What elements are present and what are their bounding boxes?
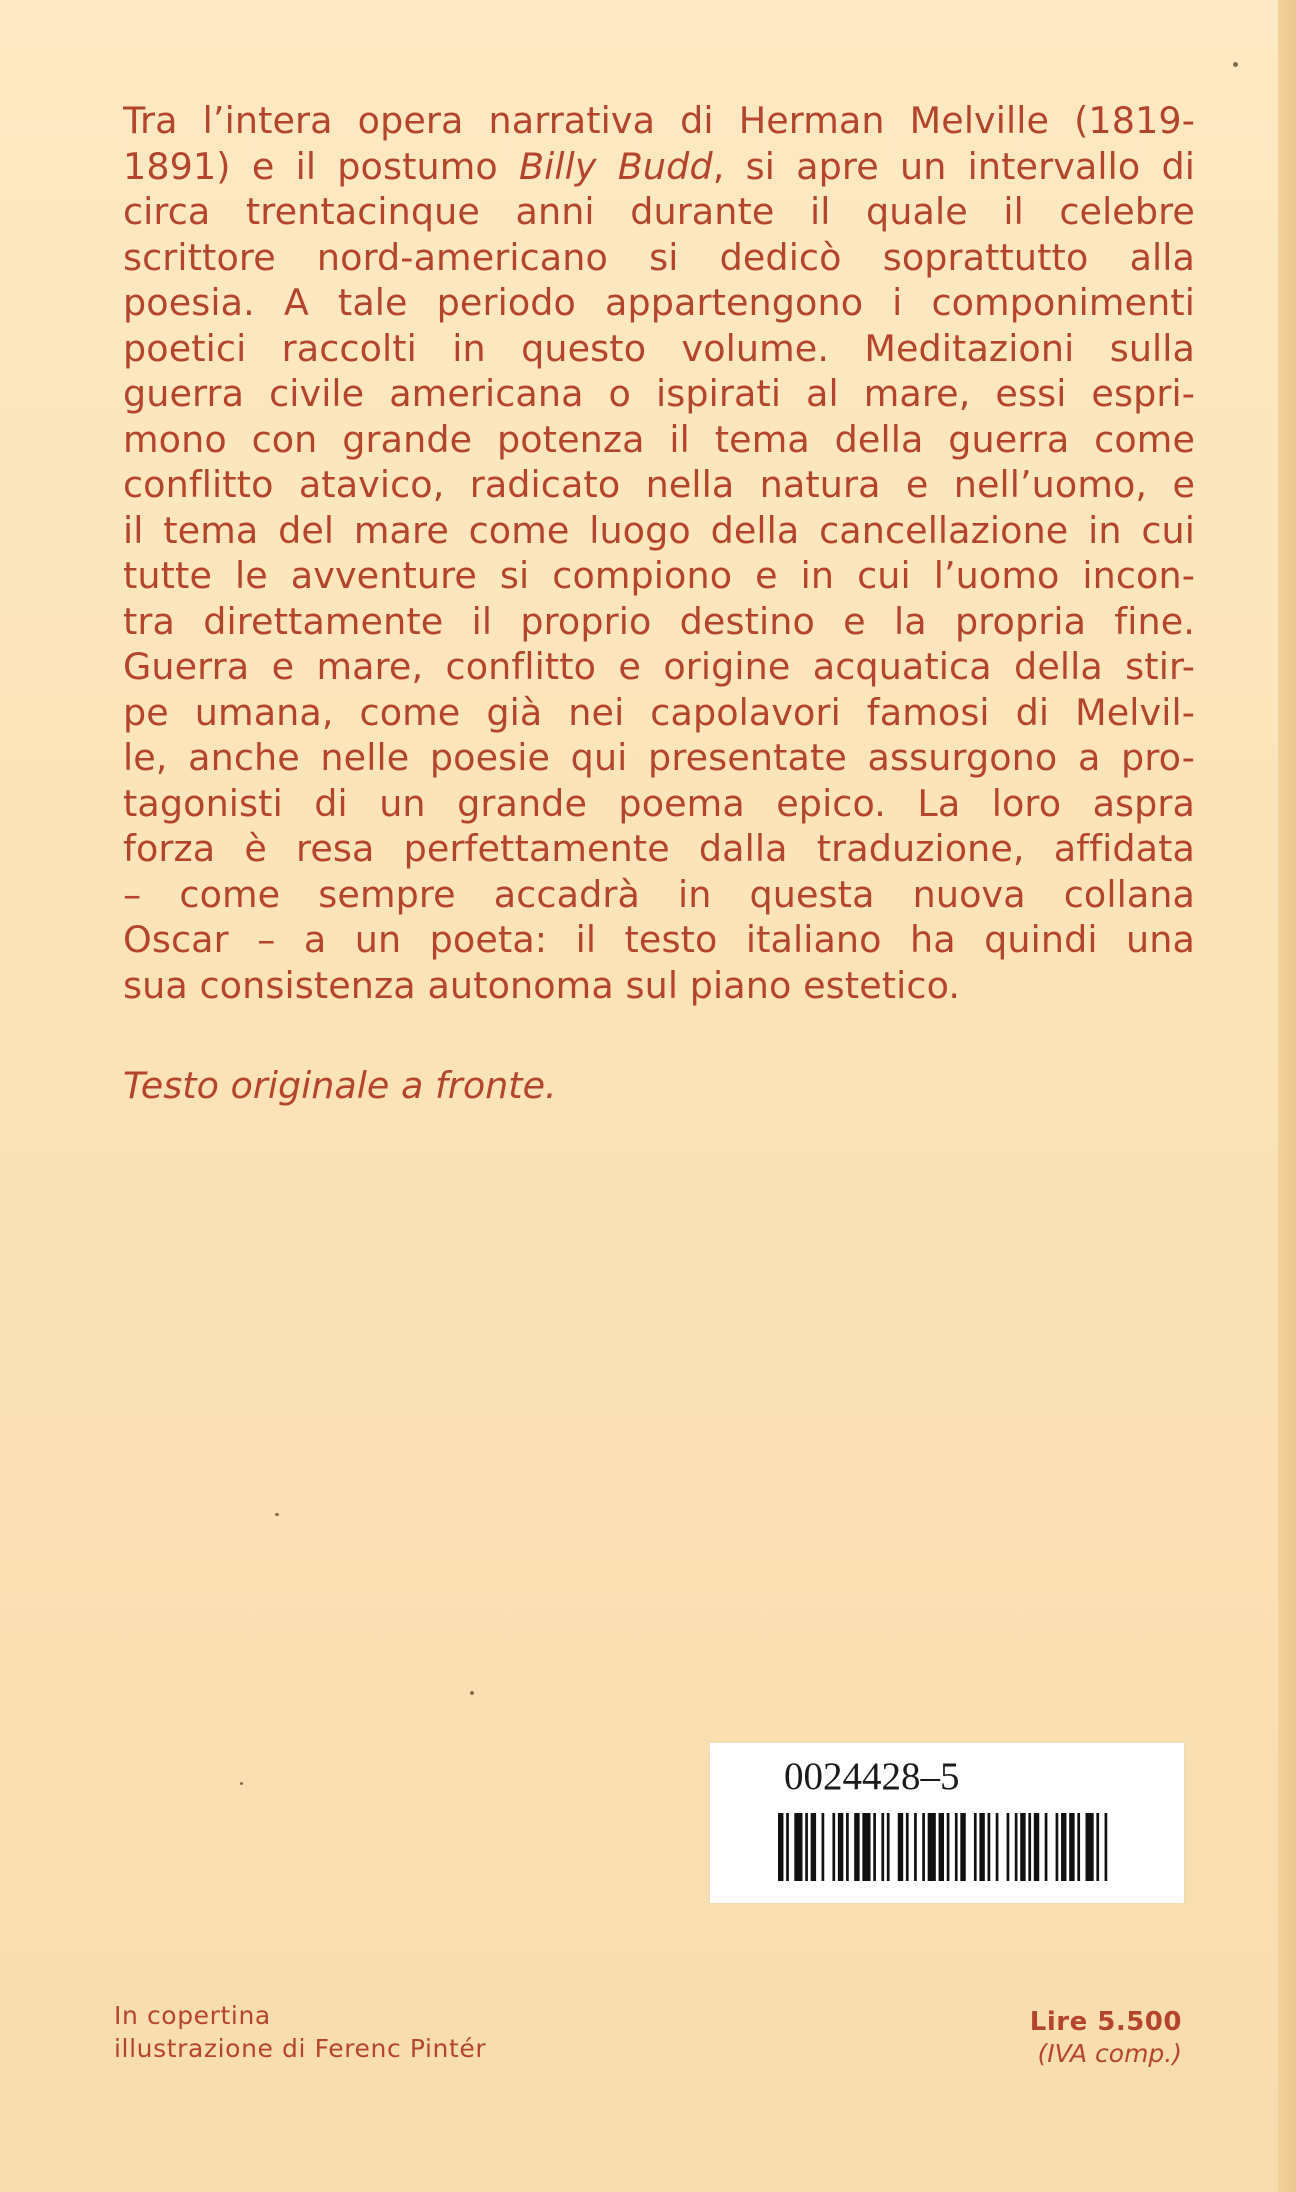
credits-line-2: illustrazione di Ferenc Pintér xyxy=(114,2034,487,2063)
barcode-bar xyxy=(898,1813,903,1881)
barcode-bar xyxy=(862,1813,870,1881)
blurb-line: scrittore nord-americano si dedicò soprattutto alla xyxy=(123,235,1195,279)
blurb-line: circa trentacinque anni durante il quale il celebre xyxy=(123,190,1195,233)
blurb-line: mono con grande potenza il tema della guerra come xyxy=(123,417,1195,461)
barcode-bar xyxy=(1028,1813,1031,1881)
blurb-line: – come sempre accadrà in questa nuova collana xyxy=(123,872,1195,916)
barcode-bar xyxy=(947,1813,950,1881)
barcode-bar xyxy=(778,1813,783,1881)
book-title-italic: Billy Budd xyxy=(519,144,713,188)
barcode-bar xyxy=(906,1813,909,1881)
barcode-bar xyxy=(1069,1813,1074,1881)
barcode-bar xyxy=(939,1813,944,1881)
cover-credits xyxy=(114,1999,486,2065)
barcode-bar xyxy=(805,1813,808,1881)
paper-speck xyxy=(275,1513,279,1516)
blurb-text xyxy=(123,98,1195,1008)
barcode-bar xyxy=(979,1813,984,1881)
cover-spine-edge xyxy=(1278,0,1296,2192)
barcode-bar xyxy=(955,1813,958,1881)
barcode-bar xyxy=(832,1813,835,1881)
barcode-bar xyxy=(1061,1813,1066,1881)
barcode-bar xyxy=(974,1813,977,1881)
blurb-line: forza è resa perfettamente dalla traduzione, affidata xyxy=(123,827,1195,870)
barcode-number: 0024428–5 xyxy=(784,1755,960,1798)
barcode-bar xyxy=(928,1813,936,1881)
barcode-bar xyxy=(838,1813,843,1881)
blurb-line: poesia. A tale periodo appartengono i componimenti xyxy=(123,281,1195,324)
barcode-bar xyxy=(1086,1813,1094,1881)
barcode-bar xyxy=(873,1813,876,1881)
barcode-bar xyxy=(1034,1813,1039,1881)
barcode-bar xyxy=(922,1813,925,1881)
blurb-line: guerra civile americana o ispirati al mare, essi espri- xyxy=(123,372,1195,415)
blurb-text-segment: , si apre un intervallo di xyxy=(712,144,1195,188)
blurb-line: pe umana, come già nei capolavori famosi di Melvil- xyxy=(123,690,1195,734)
blurb-line: poetici raccolti in questo volume. Meditazioni sulla xyxy=(123,326,1195,370)
blurb-line: il tema del mare come luogo della cancellazione in cui xyxy=(123,508,1195,552)
original-text-note: Testo originale a fronte. xyxy=(123,1064,557,1107)
blurb-line: tagonisti di un grande poema epico. La loro aspra xyxy=(123,781,1195,825)
barcode-bar xyxy=(1015,1813,1018,1881)
barcode-bar xyxy=(1020,1813,1025,1881)
barcode-bar xyxy=(811,1813,816,1881)
paper-speck xyxy=(240,1782,243,1785)
barcode-bar xyxy=(914,1813,917,1881)
barcode-bar xyxy=(988,1813,991,1881)
barcode-bar xyxy=(846,1813,849,1881)
credits-line-1: In copertina xyxy=(114,2001,271,2030)
blurb-line: Tra l’intera opera narrativa di Herman Melville (1819- xyxy=(123,99,1195,142)
blurb-line: Oscar – a un poeta: il testo italiano ha quindi una xyxy=(123,918,1195,961)
barcode-bar xyxy=(794,1813,802,1881)
blurb-line: le, anche nelle poesie qui presentate assurgono a pro- xyxy=(123,736,1195,779)
blurb-text-segment: 1891) e il postumo xyxy=(123,144,520,188)
blurb-line: Guerra e mare, conflitto e origine acquatica della stir- xyxy=(123,645,1195,688)
barcode-sticker xyxy=(710,1743,1184,1903)
barcode-bar xyxy=(887,1813,890,1881)
barcode-bar xyxy=(1007,1813,1010,1881)
price-value: Lire 5.500 xyxy=(1029,2007,1182,2037)
barcode-bar xyxy=(1105,1813,1108,1881)
price-block xyxy=(1030,2006,1182,2070)
barcode-bar xyxy=(881,1813,884,1881)
barcode-bar xyxy=(854,1813,859,1881)
barcode-bar xyxy=(1096,1813,1099,1881)
barcode-bar xyxy=(996,1813,999,1881)
barcode-bars xyxy=(778,1813,1110,1881)
paper-speck xyxy=(470,1691,474,1695)
barcode-bar xyxy=(1077,1813,1080,1881)
price-vat-note: (IVA comp.) xyxy=(1037,2039,1182,2068)
barcode-bar xyxy=(1056,1813,1059,1881)
barcode-bar xyxy=(822,1813,825,1881)
barcode-bar xyxy=(1045,1813,1048,1881)
blurb-line: tutte le avventure si compiono e in cui l’uomo incon- xyxy=(123,554,1195,597)
barcode-bar xyxy=(960,1813,965,1881)
blurb-line: tra direttamente il proprio destino e la propria fine. xyxy=(123,599,1195,643)
blurb-line: conflitto atavico, radicato nella natura e nell’uomo, e xyxy=(123,463,1195,506)
barcode-bar xyxy=(786,1813,789,1881)
blurb-line xyxy=(123,144,1195,190)
paper-speck xyxy=(1233,62,1238,67)
blurb-line: sua consistenza autonoma sul piano estetico. xyxy=(123,963,961,1007)
